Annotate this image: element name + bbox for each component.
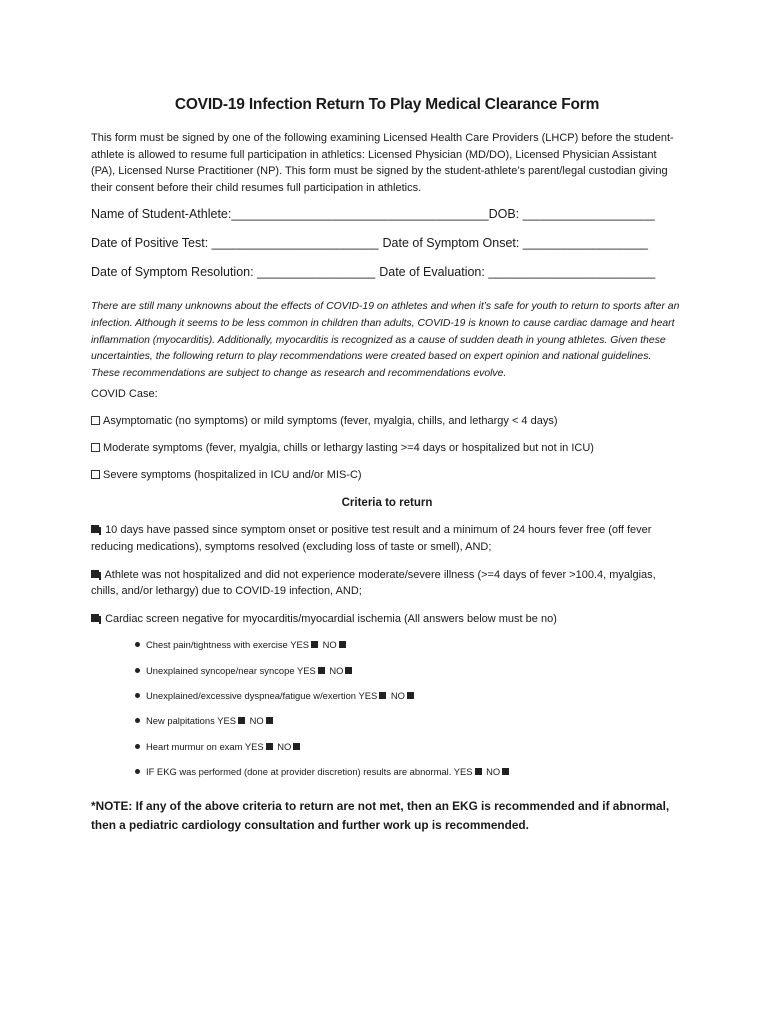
yes-label: YES <box>296 664 316 676</box>
bullet-icon <box>135 744 140 749</box>
screen-question: Chest pain/tightness with exercise <box>146 639 288 651</box>
screen-question: IF EKG was performed (done at provider discretion) results are abnormal. <box>146 766 452 778</box>
yes-checkbox-icon[interactable] <box>311 641 318 648</box>
student-name-field[interactable]: Name of Student-Athlete:_____________________________________ <box>91 207 489 222</box>
checkbox-icon[interactable] <box>91 443 100 452</box>
screen-question: New palpitations <box>146 715 215 727</box>
covid-case-label: COVID Case: <box>91 388 158 401</box>
screen-question: Unexplained syncope/near syncope <box>146 664 295 676</box>
yes-checkbox-icon[interactable] <box>266 743 273 750</box>
field-row-name <box>91 206 683 235</box>
bullet-icon <box>135 668 140 673</box>
bullet-icon <box>135 769 140 774</box>
bullet-icon <box>135 642 140 647</box>
case-option-moderate[interactable] <box>91 441 683 468</box>
criteria-heading: Criteria to return <box>341 497 433 510</box>
screen-item <box>135 638 683 663</box>
case-option-mild[interactable] <box>91 414 683 441</box>
evaluation-date-field[interactable]: Date of Evaluation: ________________________ <box>379 265 656 280</box>
yes-checkbox-icon[interactable] <box>475 768 482 775</box>
checkbox-icon[interactable] <box>91 525 99 533</box>
no-label: NO <box>486 766 501 778</box>
screen-item <box>135 740 683 765</box>
yes-checkbox-icon[interactable] <box>318 667 325 674</box>
field-row-dates-1 <box>91 235 683 264</box>
no-label: NO <box>277 740 292 752</box>
positive-test-date-field[interactable]: Date of Positive Test: ________________________ <box>91 236 379 251</box>
yes-label: YES <box>244 740 264 752</box>
field-row-dates-2 <box>91 264 683 293</box>
bullet-icon <box>135 718 140 723</box>
screen-question: Heart murmur on exam <box>146 740 243 752</box>
checkbox-icon[interactable] <box>91 416 100 425</box>
criteria-text: Athlete was not hospitalized and did not experience moderate/severe illness (>=4 days of fever >100.4, myalgias, chills, and/or lethargy) due to COVID-19 infection, AND; <box>91 568 656 598</box>
case-option-label: Severe symptoms (hospitalized in ICU and/or MIS-C) <box>103 469 362 482</box>
screen-item <box>135 664 683 689</box>
yes-checkbox-icon[interactable] <box>238 717 245 724</box>
screen-item <box>135 714 683 739</box>
no-label: NO <box>322 639 337 651</box>
no-checkbox-icon[interactable] <box>339 641 346 648</box>
screen-item <box>135 689 683 714</box>
cardiac-screen-list <box>135 638 683 790</box>
checkbox-icon[interactable] <box>91 470 100 479</box>
criteria-item[interactable] <box>91 611 683 628</box>
screen-item <box>135 765 683 790</box>
intro-paragraph: This form must be signed by one of the following examining Licensed Health Care Providers (LHCP) before the student-athlete is allowed to resume full participation in athletics: Licensed Physician (MD/DO), Licensed Physician Assistant (PA), Licensed Nurse Practitioner (NP). This form must be signed by the student-athlete’s parent/legal custodian giving their consent before their child resumes full participation in athletics. <box>91 132 674 194</box>
checkbox-icon[interactable] <box>91 570 99 578</box>
form-title: COVID-19 Infection Return To Play Medical Clearance Form <box>174 96 600 113</box>
screen-question: Unexplained/excessive dyspnea/fatigue w/exertion <box>146 690 357 702</box>
symptom-onset-date-field[interactable]: Date of Symptom Onset: __________________ <box>382 236 648 251</box>
yes-checkbox-icon[interactable] <box>379 692 386 699</box>
no-checkbox-icon[interactable] <box>266 717 273 724</box>
case-option-severe[interactable] <box>91 468 683 495</box>
no-checkbox-icon[interactable] <box>502 768 509 775</box>
no-label: NO <box>329 664 344 676</box>
yes-label: YES <box>217 715 236 727</box>
criteria-text: Cardiac screen negative for myocarditis/myocardial ischemia (All answers below must be no) <box>105 612 557 625</box>
no-label: NO <box>249 715 264 727</box>
criteria-item[interactable] <box>91 522 683 555</box>
form-document <box>91 96 683 835</box>
yes-label: YES <box>358 690 378 702</box>
ekg-note: *NOTE: If any of the above criteria to return are not met, then an EKG is recommended and if abnormal, then a pediatric cardiology consultation and further work up is recommended. <box>91 798 670 832</box>
no-label: NO <box>390 690 405 702</box>
yes-label: YES <box>290 639 309 651</box>
yes-label: YES <box>453 766 473 778</box>
criteria-item[interactable] <box>91 567 683 600</box>
no-checkbox-icon[interactable] <box>293 743 300 750</box>
disclaimer-paragraph: There are still many unknowns about the effects of COVID-19 on athletes and when it’s safe for youth to return to sports after an infection. Although it seems to be less common in children than adults, COVID-19 is known to cause cardiac damage and heart inflammation (myocarditis). Additionally, myocarditis is recognized as a cause of sudden death in young athletes. Given these uncertainties, the following return to play recommendations were created based on expert opinion and national guidelines. These recommendations are subject to change as research and recommendations evolve. <box>91 301 680 379</box>
no-checkbox-icon[interactable] <box>345 667 352 674</box>
symptom-resolution-date-field[interactable]: Date of Symptom Resolution: _________________ <box>91 265 376 280</box>
dob-field[interactable]: DOB: ___________________ <box>488 207 655 222</box>
checkbox-icon[interactable] <box>91 614 99 622</box>
case-option-label: Asymptomatic (no symptoms) or mild symptoms (fever, myalgia, chills, and lethargy < 4 days) <box>103 415 558 428</box>
criteria-text: 10 days have passed since symptom onset or positive test result and a minimum of 24 hours fever free (off fever reducing medications), symptoms resolved (excluding loss of taste or smell), AND; <box>91 524 652 553</box>
no-checkbox-icon[interactable] <box>407 692 414 699</box>
bullet-icon <box>135 693 140 698</box>
case-option-label: Moderate symptoms (fever, myalgia, chills or lethargy lasting >=4 days or hospitalized but not in ICU) <box>103 442 594 455</box>
